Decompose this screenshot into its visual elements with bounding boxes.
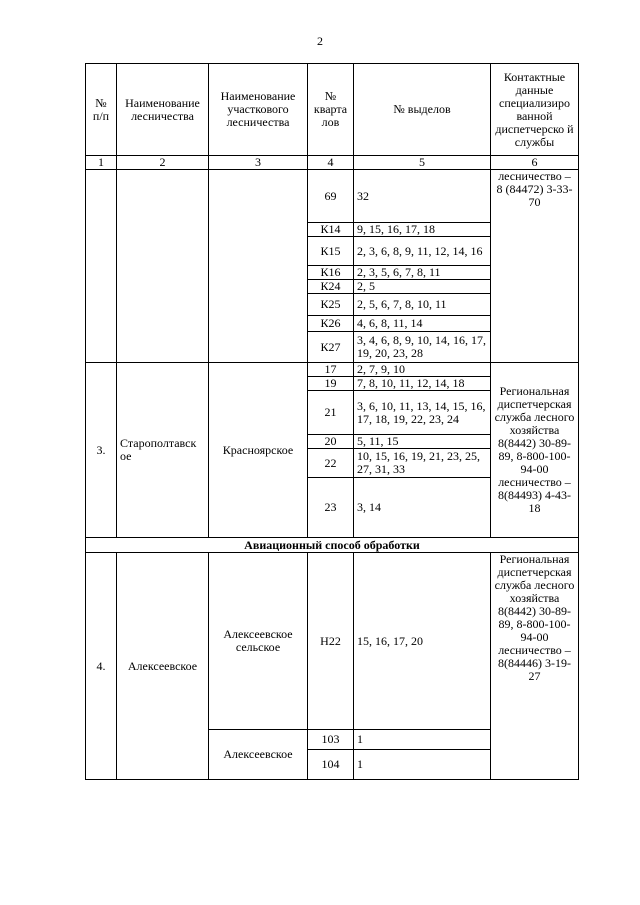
column-number: 1	[86, 156, 117, 170]
quarter-cell: 21	[308, 391, 354, 435]
quarter-cell: 69	[308, 170, 354, 223]
quarter-cell: К27	[308, 332, 354, 363]
sections-cell: 2, 5, 6, 7, 8, 10, 11	[354, 294, 491, 316]
quarter-cell: К24	[308, 280, 354, 294]
header-sections: № выделов	[354, 64, 491, 156]
district-cell	[209, 170, 308, 363]
column-number: 6	[491, 156, 579, 170]
table-header-row	[86, 64, 579, 156]
column-number: 5	[354, 156, 491, 170]
quarter-cell: 22	[308, 449, 354, 478]
forestry-cell: Алексеевское	[117, 553, 209, 780]
header-contacts: Контактные данные специализиро ванной диспетчерско й службы	[491, 64, 579, 156]
table-row	[86, 170, 579, 223]
table-row	[86, 363, 579, 377]
sections-cell: 7, 8, 10, 11, 12, 14, 18	[354, 377, 491, 391]
sections-cell: 3, 6, 10, 11, 13, 14, 15, 16, 17, 18, 19, 22, 23, 24	[354, 391, 491, 435]
forestry-table	[85, 63, 579, 780]
column-number: 3	[209, 156, 308, 170]
district-cell: Алексеевское	[209, 730, 308, 780]
header-num: № п/п	[86, 64, 117, 156]
quarter-cell: 104	[308, 750, 354, 780]
quarter-cell: Н22	[308, 553, 354, 730]
sections-cell: 15, 16, 17, 20	[354, 553, 491, 730]
sections-cell: 5, 11, 15	[354, 435, 491, 449]
forestry-cell	[117, 170, 209, 363]
sections-cell: 2, 3, 6, 8, 9, 11, 12, 14, 16	[354, 237, 491, 266]
sections-cell: 9, 15, 16, 17, 18	[354, 223, 491, 237]
sections-cell: 3, 4, 6, 8, 9, 10, 14, 16, 17, 19, 20, 23, 28	[354, 332, 491, 363]
sections-cell: 4, 6, 8, 11, 14	[354, 316, 491, 332]
header-quarter: № кварта лов	[308, 64, 354, 156]
sections-cell: 1	[354, 750, 491, 780]
section-title-row	[86, 538, 579, 553]
district-cell: Красноярское	[209, 363, 308, 538]
sections-cell: 3, 14	[354, 478, 491, 538]
quarter-cell: К16	[308, 266, 354, 280]
header-district: Наименование участкового лесничества	[209, 64, 308, 156]
quarter-cell: 23	[308, 478, 354, 538]
quarter-cell: 20	[308, 435, 354, 449]
quarter-cell: К26	[308, 316, 354, 332]
column-number: 4	[308, 156, 354, 170]
quarter-cell: К15	[308, 237, 354, 266]
sections-cell: 32	[354, 170, 491, 223]
num-cell: 4.	[86, 553, 117, 780]
table-row	[86, 553, 579, 730]
header-forestry: Наименование лесничества	[117, 64, 209, 156]
num-cell	[86, 170, 117, 363]
district-cell: Алексеевское сельское	[209, 553, 308, 730]
sections-cell: 2, 5	[354, 280, 491, 294]
contact-cell: Региональная диспетчерская служба лесного хозяйства 8(8442) 30-89-89, 8-800-100-94-00 лесничество – 8(84493) 4-43-18	[491, 363, 579, 538]
sections-cell: 2, 3, 5, 6, 7, 8, 11	[354, 266, 491, 280]
sections-cell: 10, 15, 16, 19, 21, 23, 25, 27, 31, 33	[354, 449, 491, 478]
num-cell: 3.	[86, 363, 117, 538]
forestry-cell: Старополтавск ое	[117, 363, 209, 538]
quarter-cell: К14	[308, 223, 354, 237]
contact-cell: лесничество – 8 (84472) 3-33-70	[491, 170, 579, 363]
quarter-cell: 19	[308, 377, 354, 391]
page-number: 2	[317, 34, 323, 48]
sections-cell: 2, 7, 9, 10	[354, 363, 491, 377]
section-title: Авиационный способ обработки	[86, 538, 579, 553]
contact-cell: Региональная диспетчерская служба лесного хозяйства 8(8442) 30-89-89, 8-800-100-94-00 лесничество – 8(84446) 3-19-27	[491, 553, 579, 780]
quarter-cell: 103	[308, 730, 354, 750]
sections-cell: 1	[354, 730, 491, 750]
quarter-cell: К25	[308, 294, 354, 316]
column-number: 2	[117, 156, 209, 170]
quarter-cell: 17	[308, 363, 354, 377]
column-number-row	[86, 156, 579, 170]
